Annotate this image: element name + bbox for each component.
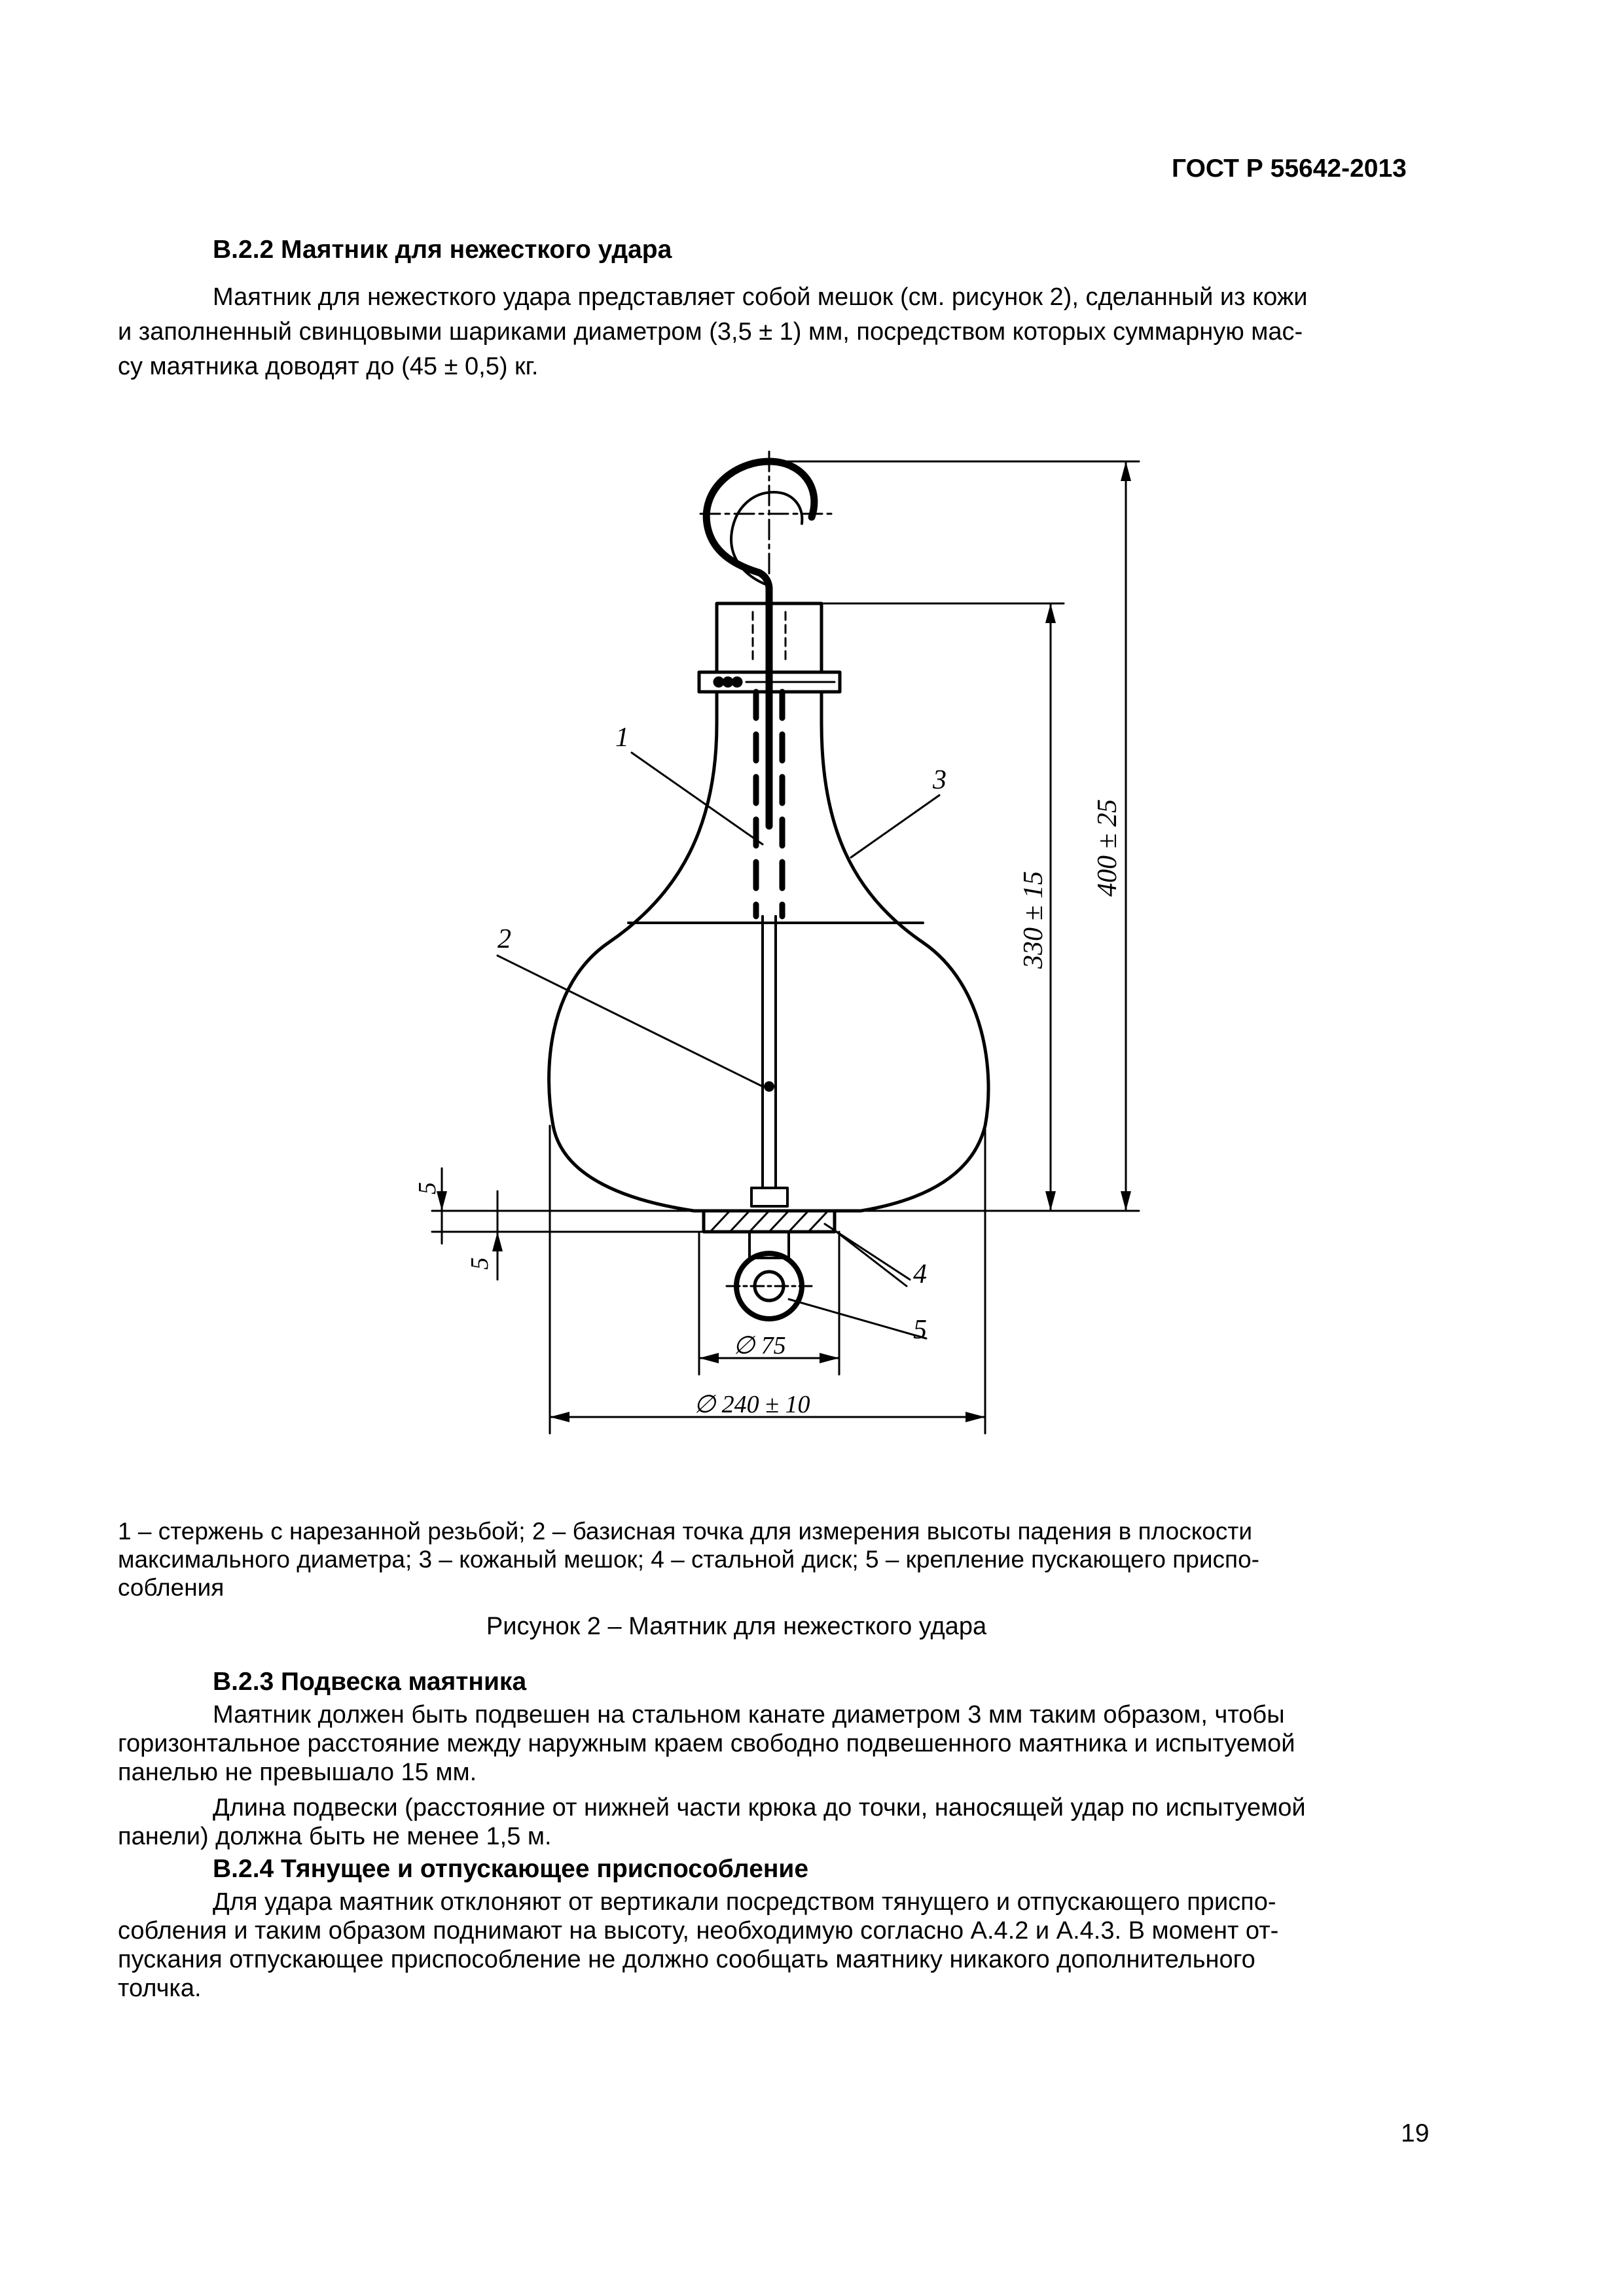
dim-bag-diameter: ∅ 240 ± 10 [694,1391,810,1418]
paragraph-b23-2 [118,1793,1420,1851]
callout-4: 4 [913,1259,927,1289]
text-line: су маятника доводят до (45 ± 0,5) кг. [118,353,539,380]
paragraph-b22 [118,280,1420,384]
callout-3: 3 [933,765,947,795]
text-line: и заполненный свинцовыми шариками диаметром (3,5 ± 1) мм, посредством которых суммарную мас- [118,318,1303,346]
legend-line: максимального диаметра; 3 – кожаный мешок; 4 – стальной диск; 5 – крепление пускающего приспо- [118,1546,1259,1573]
dim-eye-diameter: ∅ 75 [733,1332,786,1359]
hook-inner [731,492,802,586]
text-line: Маятник для нежесткого удара представляет собой мешок (см. рисунок 2), сделанный из кожи [213,283,1308,311]
dim-disk-top: 5 [414,1182,441,1194]
section-heading-b22: В.2.2 Маятник для нежесткого удара [213,236,672,264]
page-number: 19 [1401,2119,1430,2147]
dim-disk-bottom: 5 [466,1257,494,1270]
document-code: ГОСТ Р 55642-2013 [1172,154,1407,183]
text-line: Маятник должен быть подвешен на стальном канате диаметром 3 мм таким образом, чтобы [213,1701,1285,1729]
callout-5: 5 [913,1315,927,1345]
text-line: панели) должна быть не менее 1,5 м. [118,1823,552,1850]
text-line: Длина подвески (расстояние от нижней части крюка до точки, наносящей удар по испытуемой [213,1794,1306,1821]
callout-2: 2 [497,924,511,954]
steel-disk [704,1211,835,1232]
dim-total-height: 400 ± 25 [1092,798,1123,897]
pendulum-drawing [386,445,1191,1466]
text-line: горизонтальное расстояние между наружным краем свободно подвешенного маятника и испытуемой [118,1730,1295,1757]
text-line: Для удара маятник отклоняют от вертикали посредством тянущего и отпускающего приспо- [213,1888,1276,1916]
legend-line: собления [118,1574,225,1601]
hook [706,461,814,826]
figure-legend [118,1517,1420,1602]
paragraph-b24 [118,1888,1420,2003]
text-line: пускания отпускающее приспособление не должно сообщать маятнику никакого дополнительного [118,1946,1255,1973]
section-heading-b24: В.2.4 Тянущее и отпускающее приспособление [213,1855,809,1883]
figure-caption: Рисунок 2 – Маятник для нежесткого удара [486,1613,987,1640]
text-line: толчка. [118,1975,202,2002]
section-heading-b23: В.2.3 Подвеска маятника [213,1668,527,1696]
dim-bag-height: 330 ± 15 [1019,870,1049,969]
text-line: панелью не превышало 15 мм. [118,1759,477,1786]
callout-1: 1 [615,723,629,753]
paragraph-b23-1 [118,1700,1420,1787]
legend-line: 1 – стержень с нарезанной резьбой; 2 – базисная точка для измерения высоты падения в плоскости [118,1518,1252,1545]
text-line: собления и таким образом поднимают на высоту, необходимую согласно А.4.2 и А.4.3. В момент от- [118,1917,1279,1945]
